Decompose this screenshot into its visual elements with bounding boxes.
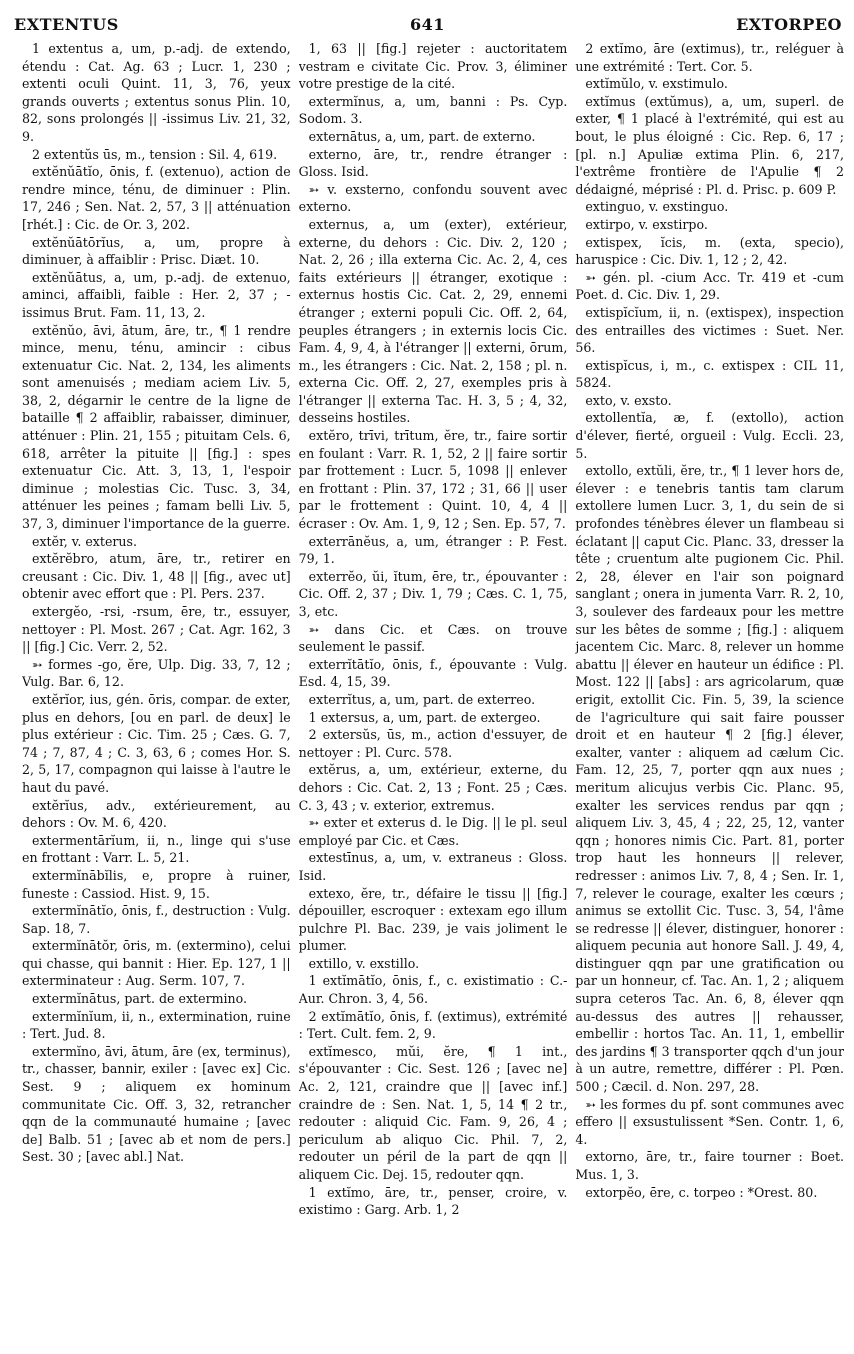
dictionary-entry: extĕrĭus, adv., extérieurement, au dehors : Ov. M. 6, 420. (22, 797, 291, 831)
header-left-guideword: EXTENTUS (14, 15, 119, 34)
dictionary-entry: extĭmus (extŭmus), a, um, superl. de exter, ¶ 1 placé à l'extrémité, qui est au bout, le plus éloigné : Cic. Rep. 6, 17 ; [pl. n.] Apuliæ extima Plin. 6, 217, l'extrême frontière de l'Apulie ¶ 2 dédaigné, méprisé : Pl. d. Prisc. p. 609 P. (575, 93, 845, 197)
dictionary-entry: extermĭnus, a, um, banni : Ps. Cyp. Sodom. 3. (298, 93, 568, 127)
dictionary-entry: extĭmŭlo, v. exstimulo. (585, 76, 728, 92)
dictionary-entry: extispĭcĭum, ii, n. (extispex), inspection des entrailles des victimes : Suet. Ner. 56. (575, 304, 845, 356)
dictionary-entry: extĕrus, a, um, extérieur, externe, du dehors : Cic. Cat. 2, 13 ; Font. 25 ; Cæs. C. 3, 43 ; v. exterior, extremus. (298, 762, 568, 813)
dictionary-entry: extĕnŭātus, a, um, p.-adj. de extenuo, aminci, affaibli, faible : Her. 2, 37 ; -issimus Brut. Fam. 11, 13, 2. (22, 269, 291, 320)
column-3 (575, 40, 844, 1346)
column-1 (22, 40, 291, 1346)
dictionary-entry: extĕrĕbro, atum, āre, tr., retirer en creusant : Cic. Div. 1, 48 || [fig., avec ut] obtenir avec effort que : Pl. Pers. 237. (22, 551, 291, 602)
dictionary-entry: extorno, āre, tr., faire tourner : Boet. Mus. 1, 3. (575, 1149, 845, 1182)
dictionary-entry: extĕnŭātĭo, ōnis, f. (extenuo), action de rendre mince, ténu, de diminuer : Plin. 17, 246 ; Sen. Nat. 2, 57, 3 || atténuation [rhét.] : Cic. de Or. 3, 202. (22, 164, 291, 232)
dictionary-entry: extinguo, v. exstinguo. (585, 199, 729, 215)
dictionary-entry: 1 extĭmātĭo, ōnis, f., c. existimatio : C.-Aur. Chron. 3, 4, 56. (298, 973, 568, 1007)
dictionary-entry: extĕro, trīvi, trītum, ĕre, tr., faire sortir en foulant : Varr. R. 1, 52, 2 || faire sortir par frottement : Lucr. 5, 1098 || enlever en frottant : Plin. 37, 172 ; 31, 66 || user par le frottement : Quint. 10, 4, 4 || écraser : Ov. Am. 1, 9, 12 ; Sen. Ep. 57, 7. (298, 428, 568, 532)
column-2 (299, 40, 568, 1346)
dictionary-entry: extillo, v. exstillo. (308, 955, 420, 971)
text-columns (22, 40, 844, 1346)
dictionary-entry: ➳ les formes du pf. sont communes avec effero || exsustulissent *Sen. Contr. 1, 6, 4. (575, 1096, 845, 1147)
dictionary-entry: 2 extĭmātĭo, ōnis, f. (extimus), extrémité : Tert. Cult. fem. 2, 9. (298, 1008, 568, 1042)
dictionary-entry: extĕrĭor, ius, gén. ōris, compar. de exter, plus en dehors, [ou en parl. de deux] le plus extérieur : Cic. Tim. 25 ; Cæs. G. 7, 74 ; 7, 87, 4 ; C. 3, 63, 6 ; comes Hor. S. 2, 5, 17, compagnon qui laisse à l'autre le haut du pavé. (22, 691, 291, 795)
dictionary-entry: extĭmesco, mŭi, ĕre, ¶ 1 int., s'épouvanter : Cic. Sest. 126 ; [avec ne] Ac. 2, 121, craindre que || [avec inf.] craindre de : Sen. Nat. 1, 5, 14 ¶ 2 tr., redouter : aliquid Cic. Fam. 9, 26, 4 ; periculum ab aliquo Cic. Phil. 7, 2, redouter un péril de la part de qqn || aliquem Cic. Dej. 15, redouter qqn. (298, 1043, 568, 1182)
dictionary-entry: 1 extentus a, um, p.-adj. de extendo, étendu : Cat. Ag. 63 ; Lucr. 1, 230 ; extenti oculi Quint. 11, 3, 76, yeux grands ouverts ; extentus sonus Plin. 10, 82, sons prolongés || -issimus Liv. 21, 32, 9. (22, 41, 291, 144)
dictionary-entry: 2 extentŭs ūs, m., tension : Sil. 4, 619. (32, 146, 278, 162)
dictionary-entry: extĕnŭātōrĭus, a, um, propre à diminuer, à affaiblir : Prisc. Diæt. 10. (22, 234, 291, 268)
dictionary-entry: exterrĭtātĭo, ōnis, f., épouvante : Vulg. Esd. 4, 15, 39. (298, 656, 568, 690)
dictionary-entry: ➳ exter et exterus d. le Dig. || le pl. seul employé par Cic. et Cæs. (298, 815, 568, 848)
dictionary-entry: externātus, a, um, part. de externo. (308, 128, 536, 144)
dictionary-entry: extollo, extŭli, ĕre, tr., ¶ 1 lever hors de, élever : e tenebris tantis tam clarum extollere lumen Lucr. 3, 1, du sein de si profondes ténèbres élever un flambeau si éclatant || caput Cic. Planc. 33, dresser la tête ; cruentum alte pugionem Cic. Phil. 2, 28, élever en l'air son poignard sanglant ; onera in jumenta Varr. R. 2, 10, 3, soulever des fardeaux pour les mettre sur les bêtes de somme ; [fig.] : aliquem jacentem Cic. Marc. 8, relever un homme abattu || élever en hauteur un édifice : Pl. Most. 122 || [abs] : ars agricolarum, quæ erigit, extollit Cic. Fin. 5, 39, la science de l'agriculture qui sait faire pousser droit et en hauteur ¶ 2 [fig.] élever, exalter, vanter : aliquem ad cælum Cic. Fam. 12, 25, 7, porter qqn aux nues ; meritum alicujus verbis Cic. Planc. 95, exalter les services rendus par qqn ; aliquem Liv. 3, 45, 4 ; 22, 25, 12, vanter qqn ; honores nimis Cic. Part. 81, porter trop haut les honneurs || relever, redresser : animos Liv. 7, 8, 4 ; Sen. Ir. 1, 7, relever le courage, exalter les cœurs ; animus se extollit Cic. Tusc. 3, 54, l'âme se redresse || élever, distinguer, honorer : aliquem pecunia aut honore Sall. J. 49, 4, distinguer qqn par une gratification ou par un honneur, cf. Tac. An. 1, 2 ; aliquem supra ceteros Tac. An. 6, 8, élever qqn au-dessus des autres || rehausser, embellir : hortos Tac. An. 11, 1, embellir des jardins ¶ 3 transporter qqch d'un jour à un autre, remettre, différer : Pl. Pœn. 500 ; Cæcil. d. Non. 297, 28. (575, 463, 845, 1095)
dictionary-entry: ➳ gén. pl. -cium Acc. Tr. 419 et -cum Poet. d. Cic. Div. 1, 29. (575, 269, 845, 303)
dictionary-entry: extermĭnātus, part. de extermino. (32, 991, 248, 1007)
dictionary-entry: extorpĕo, ēre, c. torpeo : *Orest. 80. (585, 1184, 818, 1200)
dictionary-entry: extermĭnĭum, ii, n., extermination, ruine : Tert. Jud. 8. (22, 1008, 291, 1042)
page-header (14, 8, 842, 34)
dictionary-entry: extexo, ĕre, tr., défaire le tissu || [fig.] dépouiller, escroquer : extexam ego illum pulchre Pl. Bac. 239, je vais joliment le plumer. (298, 885, 568, 954)
page-number: 641 (409, 15, 445, 34)
dictionary-entry: 2 extersŭs, ūs, m., action d'essuyer, de nettoyer : Pl. Curc. 578. (298, 727, 568, 760)
dictionary-entry: externus, a, um (exter), extérieur, externe, du dehors : Cic. Div. 2, 120 ; Nat. 2, 26 ; illa externa Cic. Ac. 2, 4, ces faits extérieurs || étranger, exotique : externus hostis Cic. Cat. 2, 29, ennemi étranger ; externi populi Cic. Off. 2, 64, peuples étrangers ; in externis locis Cic. Fam. 4, 9, 4, à l'étranger || externi, ōrum, m., les étrangers : Cic. Nat. 2, 158 ; pl. n. externa Cic. Off. 2, 27, exemples pris à l'étranger || externa Tac. H. 3, 5 ; 4, 32, desseins hostiles. (298, 216, 568, 426)
dictionary-entry: 1, 63 || [fig.] rejeter : auctoritatem vestram e civitate Cic. Prov. 3, éliminer votre prestige de la cité. (298, 41, 568, 92)
dictionary-entry: extermentārĭum, ii, n., linge qui s'use en frottant : Varr. L. 5, 21. (22, 832, 291, 866)
dictionary-entry: 1 extĭmo, āre, tr., penser, croire, v. existimo : Garg. Arb. 1, 2 (298, 1184, 568, 1218)
dictionary-entry: extermĭnābĭlis, e, propre à ruiner, funeste : Cassiod. Hist. 9, 15. (22, 867, 291, 901)
header-right-guideword: EXTORPEO (736, 15, 842, 34)
dictionary-entry: extermĭnātŏr, ōris, m. (extermino), celui qui chasse, qui bannit : Hier. Ep. 127, 1 || exterminateur : Aug. Serm. 107, 7. (22, 938, 291, 989)
dictionary-entry: ➳ dans Cic. et Cæs. on trouve seulement le passif. (298, 621, 568, 655)
dictionary-entry: ➳ formes -go, ĕre, Ulp. Dig. 33, 7, 12 ; Vulg. Bar. 6, 12. (22, 656, 291, 690)
dictionary-entry: 2 extĭmo, āre (extimus), tr., reléguer à une extrémité : Tert. Cor. 5. (575, 41, 845, 74)
dictionary-entry: extestīnus, a, um, v. extraneus : Gloss. Isid. (298, 850, 568, 883)
dictionary-entry: extĕr, v. exterus. (32, 533, 138, 549)
dictionary-entry: exterrānĕus, a, um, étranger : P. Fest. 79, 1. (298, 533, 568, 567)
dictionary-entry: extermĭnātĭo, ōnis, f., destruction : Vulg. Sap. 18, 7. (22, 903, 291, 936)
dictionary-entry: ➳ v. exsterno, confondu souvent avec externo. (298, 181, 568, 215)
dictionary-entry: exterrĕo, ŭi, ĭtum, ēre, tr., épouvanter : Cic. Off. 2, 37 ; Div. 1, 79 ; Cæs. C. 1, 75, 3, etc. (298, 568, 568, 619)
dictionary-entry: externo, āre, tr., rendre étranger : Gloss. Isid. (298, 146, 568, 180)
dictionary-entry: extĕnŭo, āvi, ātum, āre, tr., ¶ 1 rendre mince, menu, ténu, amincir : cibus extenuatur Cic. Nat. 2, 134, les aliments sont amenuisés ; mediam aciem Liv. 5, 38, 2, dégarnir le centre de la ligne de bataille ¶ 2 affaiblir, rabaisser, diminuer, atténuer : Plin. 21, 155 ; pituitam Cels. 6, 618, arrêter la pituite || [fig.] : spes extenuatur Cic. Att. 3, 13, 1, l'espoir diminue ; molestias Cic. Tusc. 3, 34, atténuer les peines ; famam belli Liv. 5, 37, 3, diminuer l'importance de la guerre. (22, 322, 291, 532)
dictionary-entry: extollentĭa, æ, f. (extollo), action d'élever, fierté, orgueil : Vulg. Eccli. 23, 5. (575, 410, 845, 461)
dictionary-entry: exto, v. exsto. (585, 392, 672, 408)
dictionary-entry: 1 extersus, a, um, part. de extergeo. (308, 709, 541, 725)
dictionary-entry: extermĭno, āvi, ātum, āre (ex, terminus), tr., chasser, bannir, exiler : [avec ex] Cic. Sest. 9 ; aliquem ex hominum communitate Cic. Off. 3, 32, retrancher qqn de la communauté humaine ; [avec de] Balb. 51 ; [avec ab et nom de pers.] Sest. 30 ; [avec abl.] Nat. (22, 1043, 291, 1165)
dictionary-entry: extispex, ĭcis, m. (exta, specio), haruspice : Cic. Div. 1, 12 ; 2, 42. (575, 234, 845, 268)
dictionary-entry: extirpo, v. exstirpo. (585, 216, 708, 232)
dictionary-entry: exterrĭtus, a, um, part. de exterreo. (308, 691, 536, 707)
dictionary-entry: extergĕo, -rsi, -rsum, ēre, tr., essuyer, nettoyer : Pl. Most. 267 ; Cat. Agr. 162, 3 || [fig.] Cic. Verr. 2, 52. (22, 604, 291, 655)
dictionary-entry: extispĭcus, i, m., c. extispex : CIL 11, 5824. (575, 357, 845, 391)
